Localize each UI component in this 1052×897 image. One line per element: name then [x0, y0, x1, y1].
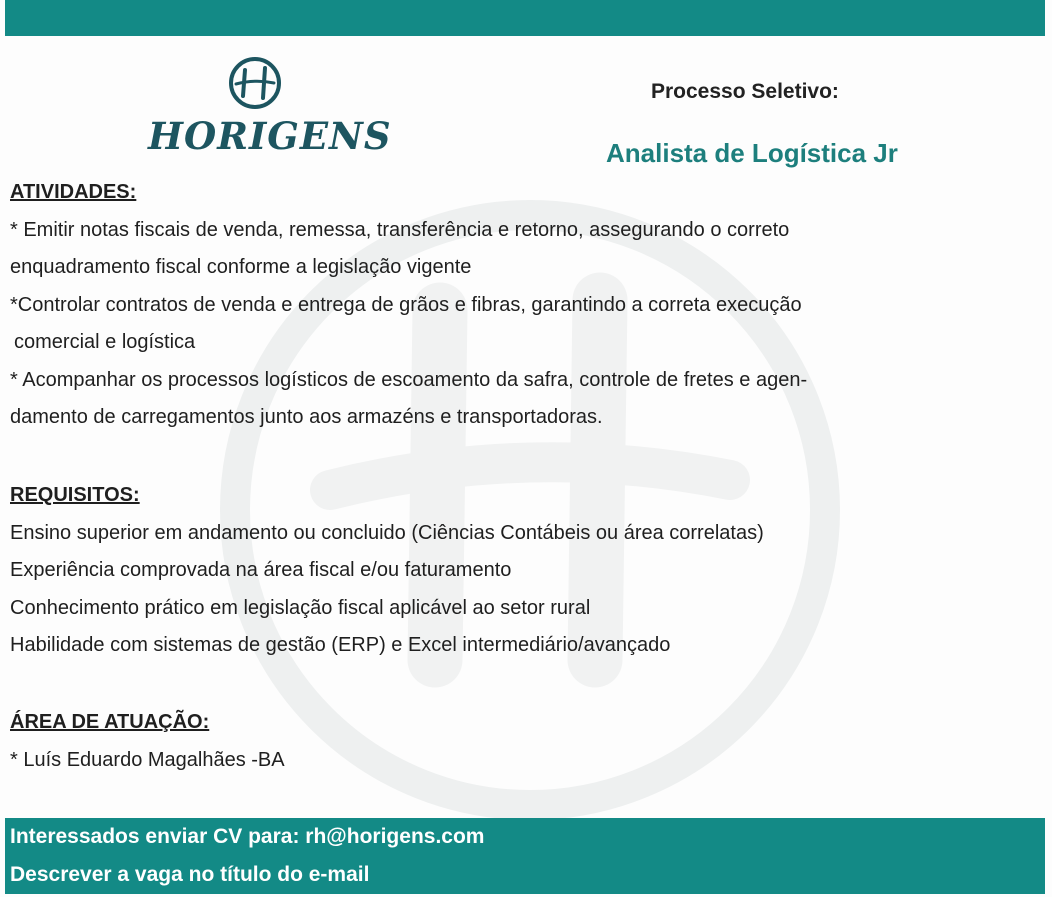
contact-text: Interessados enviar CV para: rh@horigens.com [10, 825, 485, 848]
horigens-logo-icon [148, 52, 358, 114]
area-line: * Luís Eduardo Magalhães -BA [10, 748, 285, 771]
area-heading: ÁREA DE ATUAÇÃO: [10, 711, 210, 733]
requirement-line: Conhecimento prático em legislação fiscal aplicável ao setor rural [10, 596, 591, 619]
requirement-line: Experiência comprovada na área fiscal e/ou faturamento [10, 559, 512, 581]
activity-line: enquadramento fiscal conforme a legislação vigente [10, 256, 472, 278]
requirements-heading: REQUISITOS: [10, 484, 140, 506]
activities-heading: ATIVIDADES: [10, 181, 137, 203]
process-label: Processo Seletivo: [651, 80, 839, 103]
activity-line: damento de carregamentos junto aos armazéns e transportadoras. [10, 406, 603, 428]
job-title: Analista de Logística Jr [606, 138, 898, 168]
top-banner [5, 0, 1045, 36]
requirement-line: Ensino superior em andamento ou concluido (Ciências Contábeis ou área correlatas) [10, 521, 764, 544]
activity-line: *Controlar contratos de venda e entrega de grãos e fibras, garantindo a correta execução [10, 293, 802, 316]
requirements-section [10, 477, 764, 665]
activity-line: comercial e logística [14, 331, 196, 353]
activity-line: * Acompanhar os processos logísticos de escoamento da safra, controle de fretes e agen- [10, 368, 808, 391]
brand-name: HORIGENS [148, 114, 392, 158]
area-section [10, 704, 285, 779]
instruction-text: Descrever a vaga no título do e-mail [10, 863, 370, 886]
activity-line: * Emitir notas fiscais de venda, remessa, transferência e retorno, assegurando o correto [10, 218, 790, 241]
activities-section [10, 174, 807, 437]
requirement-line: Habilidade com sistemas de gestão (ERP) e Excel intermediário/avançado [10, 634, 671, 656]
footer-banner [5, 818, 1045, 894]
horigens-logo [148, 52, 392, 162]
